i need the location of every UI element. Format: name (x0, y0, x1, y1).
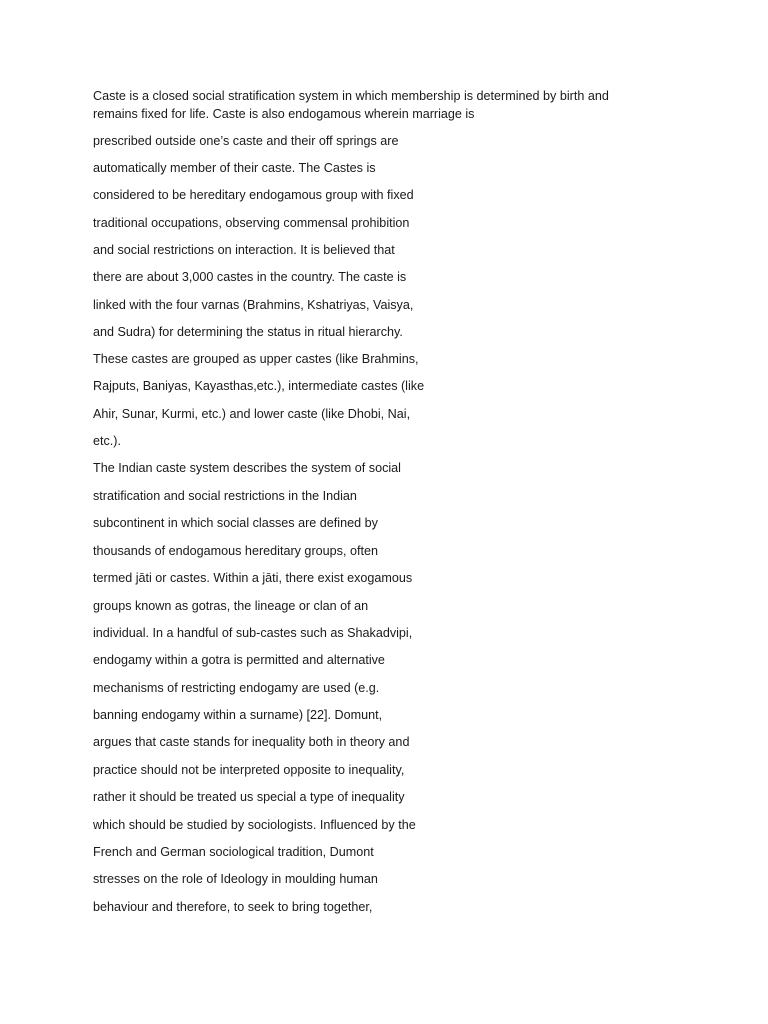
text-line: These castes are grouped as upper castes (like Brahmins, (93, 352, 419, 366)
text-line: subcontinent in which social classes are defined by (93, 516, 378, 530)
text-line: French and German sociological tradition, Dumont (93, 845, 374, 859)
text-line: considered to be hereditary endogamous group with fixed (93, 188, 414, 202)
text-line: Ahir, Sunar, Kurmi, etc.) and lower caste (like Dhobi, Nai, (93, 407, 411, 421)
text-line: prescribed outside one’s caste and their off springs are (93, 134, 399, 148)
text-line: there are about 3,000 castes in the country. The caste is (93, 270, 407, 284)
text-line: termed jāti or castes. Within a jāti, there exist exogamous (93, 571, 413, 585)
text-line: Rajputs, Baniyas, Kayasthas,etc.), intermediate castes (like (93, 379, 425, 393)
text-line: stresses on the role of Ideology in moulding human (93, 872, 378, 886)
text-line: which should be studied by sociologists. Influenced by the (93, 818, 416, 832)
text-line: mechanisms of restricting endogamy are used (e.g. (93, 681, 380, 695)
text-line: traditional occupations, observing commensal prohibition (93, 216, 410, 230)
text-line: automatically member of their caste. The Castes is (93, 161, 376, 175)
text-line: etc.). (93, 434, 121, 448)
text-line: practice should not be interpreted opposite to inequality, (93, 763, 405, 777)
text-line: endogamy within a gotra is permitted and alternative (93, 653, 385, 667)
text-line: linked with the four varnas (Brahmins, Kshatriyas, Vaisya, (93, 298, 414, 312)
text-line: stratification and social restrictions in the Indian (93, 489, 357, 503)
text-line: Caste is a closed social stratification system in which membership is determined by birth and (93, 89, 609, 103)
text-line: argues that caste stands for inequality both in theory and (93, 735, 410, 749)
text-line: and Sudra) for determining the status in ritual hierarchy. (93, 325, 403, 339)
text-line: thousands of endogamous hereditary groups, often (93, 544, 378, 558)
text-line: behaviour and therefore, to seek to bring together, (93, 900, 373, 914)
text-line: and social restrictions on interaction. It is believed that (93, 243, 395, 257)
text-line: The Indian caste system describes the system of social (93, 461, 401, 475)
text-line: remains fixed for life. Caste is also endogamous wherein marriage is (93, 107, 475, 121)
text-line: individual. In a handful of sub-castes such as Shakadvipi, (93, 626, 413, 640)
text-line: banning endogamy within a surname) [22]. Domunt, (93, 708, 383, 722)
text-line: rather it should be treated us special a type of inequality (93, 790, 405, 804)
text-line: groups known as gotras, the lineage or clan of an (93, 599, 369, 613)
